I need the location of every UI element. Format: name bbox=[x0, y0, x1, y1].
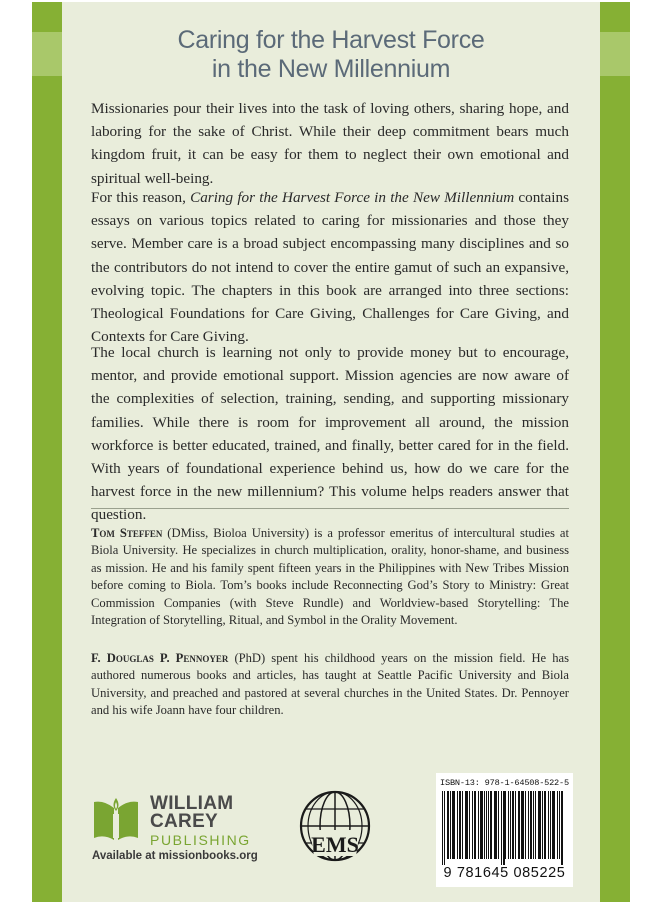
blurb-paragraph-3: The local church is learning not only to provide money but to encourage, mentor, and provide emotional support. Mission agencies are now aware of the complexities of selection, training, sending, and supporting missionary families. While there is room for improvement all around, the mission workforce is better educated, trained, and finally, better cared for in the field. With years of foundational experience behind us, how do we care for the harvest force in the new millennium? This volume helps readers answer that question. bbox=[91, 344, 569, 524]
barcode-bar bbox=[478, 791, 479, 859]
barcode-bar bbox=[540, 791, 541, 859]
publisher-logo bbox=[92, 792, 267, 868]
barcode-bar bbox=[525, 791, 526, 859]
ems-logo-text: EMS bbox=[311, 832, 359, 857]
barcode-bar bbox=[561, 791, 562, 865]
ems-globe-logo bbox=[290, 786, 380, 872]
barcode-bar bbox=[559, 791, 560, 859]
blurb-p2-rest: contains essays on various topics related to caring for missionaries and those they serve. Member care is a broad subject encompassing many disciplines and so the contributors do not intend to cover the entire gamut of such an expansive, evolving topic. The chapters in this book are arranged into three sections: Theological Foundations for Care Giving, Challenges for Care Giving, and Contexts for Care Giving. bbox=[91, 189, 569, 346]
publisher-name-line-3: PUBLISHING bbox=[150, 832, 251, 848]
barcode-bar bbox=[469, 791, 470, 859]
barcode-bar bbox=[466, 791, 467, 859]
publisher-availability: Available at missionbooks.org bbox=[92, 850, 258, 862]
barcode-bar bbox=[508, 791, 509, 859]
barcode-bar bbox=[452, 791, 453, 859]
barcode-bar bbox=[501, 791, 502, 865]
barcode-bar bbox=[504, 791, 505, 865]
barcode-bar bbox=[475, 791, 476, 859]
barcode-bar bbox=[518, 791, 519, 859]
barcode-bar bbox=[472, 791, 473, 859]
publisher-name-line-2: CAREY bbox=[150, 811, 219, 832]
barcode-bar bbox=[481, 791, 482, 859]
book-title bbox=[62, 26, 600, 84]
barcode-bar bbox=[523, 791, 524, 859]
barcode-bar bbox=[480, 791, 481, 859]
barcode-bar bbox=[442, 791, 443, 865]
barcode-bar bbox=[457, 791, 458, 859]
barcode-bar bbox=[454, 791, 455, 859]
barcode-bar bbox=[513, 791, 514, 859]
barcode-bar bbox=[491, 791, 492, 859]
blurb-paragraph-2 bbox=[91, 186, 569, 348]
barcode-bar bbox=[538, 791, 539, 859]
barcode-bar bbox=[531, 791, 532, 859]
barcode-bar bbox=[495, 791, 496, 859]
blurb-paragraph-1: Missionaries pour their lives into the task of loving others, sharing hope, and laboring for the sake of Christ. While their deep commitment bears much kingdom fruit, it can be easy for them to neglect their own emotional and spiritual well-being. bbox=[91, 100, 569, 187]
barcode-bar bbox=[488, 791, 489, 859]
barcode-bar bbox=[498, 791, 499, 859]
left-green-band bbox=[32, 2, 62, 902]
publisher-name-line-1: WILLIAM bbox=[150, 793, 234, 814]
barcode-bar bbox=[535, 791, 536, 859]
bio-steffen-name: Tom Steffen bbox=[91, 526, 163, 540]
barcode-bar bbox=[448, 791, 449, 859]
barcode-bar bbox=[542, 791, 543, 859]
barcode-bar bbox=[462, 791, 463, 859]
bio-pennoyer bbox=[91, 650, 569, 720]
left-light-stripe bbox=[32, 32, 62, 76]
right-light-stripe bbox=[600, 32, 630, 76]
barcode-bar bbox=[533, 791, 534, 859]
barcode-bar bbox=[562, 791, 563, 865]
title-line-2: in the New Millennium bbox=[211, 55, 451, 83]
barcode-bar bbox=[444, 791, 445, 865]
barcode-bar bbox=[503, 791, 504, 865]
barcode-bar bbox=[544, 791, 545, 859]
barcode-bar bbox=[496, 791, 497, 859]
barcode-bar bbox=[447, 791, 448, 859]
barcode-bar bbox=[486, 791, 487, 859]
barcode-bar bbox=[459, 791, 460, 859]
barcode-bars bbox=[442, 791, 567, 865]
barcode-bar bbox=[552, 791, 553, 859]
barcode-bar bbox=[528, 791, 529, 859]
barcode-bar bbox=[453, 791, 454, 859]
barcode-bar bbox=[530, 791, 531, 859]
blurb-p2-lead: For this reason, bbox=[91, 189, 191, 206]
barcode-bar bbox=[510, 791, 511, 859]
bio-pennoyer-text: (PhD) spent his childhood years on the mission field. He has authored numerous books and articles, has taught at Seattle Pacific University and Biola University, and preached and pastored at several churches in the United States. Dr. Pennoyer and his wife Joann have four children. bbox=[91, 651, 569, 718]
barcode-bar bbox=[515, 791, 516, 859]
isbn-barcode bbox=[436, 773, 573, 887]
barcode-bar bbox=[548, 791, 549, 859]
barcode-bar bbox=[554, 791, 555, 859]
barcode-bar bbox=[465, 791, 466, 859]
bio-pennoyer-name: F. Douglas P. Pennoyer bbox=[91, 651, 229, 665]
barcode-bar bbox=[460, 791, 461, 859]
barcode-bar bbox=[557, 791, 558, 859]
barcode-bar bbox=[467, 791, 468, 859]
blurb-book-title: Caring for the Harvest Force in the New Millennium bbox=[190, 189, 515, 206]
barcode-bar bbox=[545, 791, 546, 859]
barcode-bar bbox=[550, 791, 551, 859]
barcode-bar bbox=[505, 791, 506, 859]
barcode-bar bbox=[484, 791, 485, 859]
barcode-bar bbox=[522, 791, 523, 859]
isbn-digits: 9 781645 085225 bbox=[443, 865, 566, 881]
barcode-bar bbox=[553, 791, 554, 859]
isbn-label: ISBN-13: 978-1-64508-522-5 bbox=[440, 778, 569, 788]
candle-book-icon bbox=[92, 794, 140, 844]
barcode-bar bbox=[519, 791, 520, 859]
barcode-bar bbox=[490, 791, 491, 859]
barcode-bar bbox=[450, 791, 451, 859]
barcode-bar bbox=[474, 791, 475, 859]
barcode-bar bbox=[482, 791, 483, 859]
barcode-bar bbox=[512, 791, 513, 859]
bio-steffen-text: (DMiss, Bioloa University) is a professor emeritus of intercultural studies at Biola University. He specializes in church multiplication, orality, honor-shame, and business as mission. He and his family spent fifteen years in the Philippines with New Tribes Mission before coming to Biola. Tom’s books include Reconnecting God’s Story to Ministry: Great Commission Companies (with Steve Rundle) and Worldview-based Storytelling: The Integration of Storytelling, Ritual, and Symbol in the Orality Movement. bbox=[91, 526, 569, 628]
title-line-1: Caring for the Harvest Force bbox=[177, 26, 485, 54]
barcode-bar bbox=[494, 791, 495, 859]
bio-steffen bbox=[91, 525, 569, 629]
barcode-bar bbox=[539, 791, 540, 859]
barcode-bar bbox=[521, 791, 522, 859]
divider-rule bbox=[91, 508, 569, 509]
right-green-band bbox=[600, 2, 630, 902]
